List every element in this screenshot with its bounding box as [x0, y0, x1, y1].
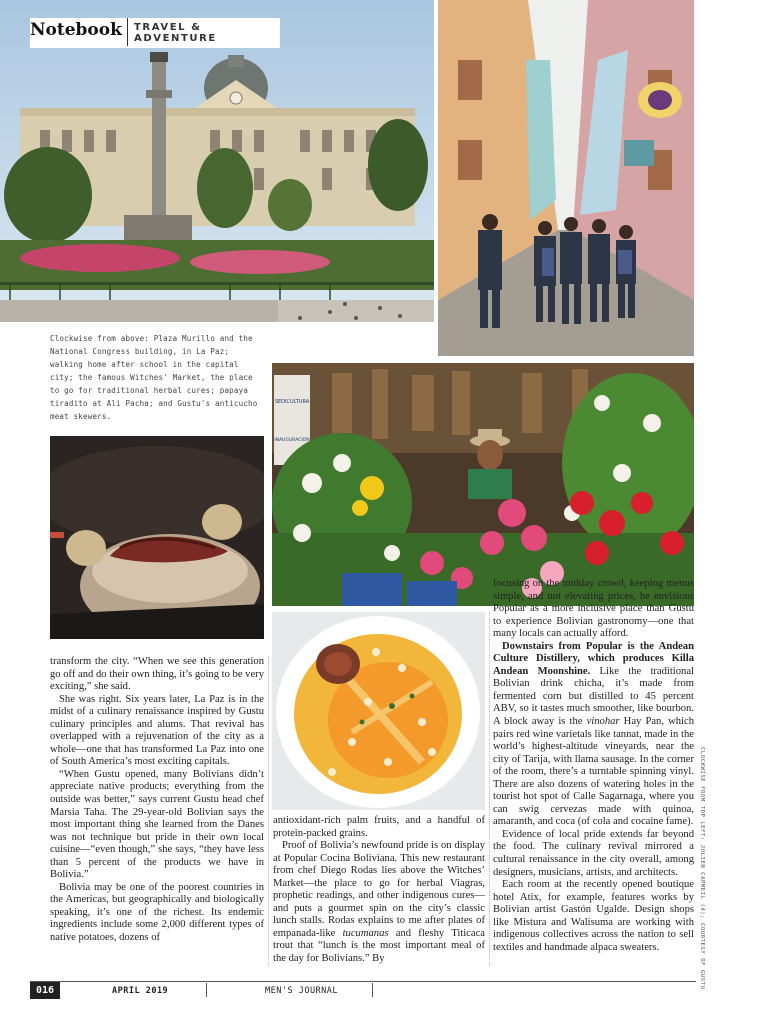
- section-title: Notebook: [30, 20, 122, 40]
- footer-divider: [372, 983, 373, 997]
- walking-home-street-photo: [438, 0, 694, 356]
- paragraph: Bolivia may be one of the poorest countries in the Americas, but geographically and biologically speaking, it’s one of the richest. Its endemic ingredients include some 2,000 different types of native potatoes, dozens of: [50, 881, 264, 944]
- anticucho-skewers-photo: [50, 436, 264, 639]
- papaya-tiradito-photo: [272, 612, 485, 810]
- column-rule: [268, 656, 269, 966]
- footer-divider: [206, 983, 207, 997]
- paragraph: “When Gustu opened, many Bolivians didn’t appreciate native products; everything from the outside was better,” says current Gustu head chef Marsia Taha. The 29-year-old Bolivian says the most important thing she learned from the Danes was not technique but pride in their own local cuisine—“even though,” she says, “they have less than 5 percent of the products we have in Bolivia.”: [50, 768, 264, 881]
- paragraph: Downstairs from Popular is the Andean Culture Distillery, which produces Killa Andean Moonshine. Like the traditional Bolivian drink chicha, it’s made from fermented corn but distilled to 45 percent ABV, so it tastes much smoother, like bourbon. A block away is the vinohar Hay Pan, which pairs red wine varietals like tannat, made in the world’s highest-altitude vineyards, near the city of Tarija, with llama sausage. In the corner of the room, there’s a turntable spinning vinyl. There are also dozens of watering holes in the tourist hot spot of Calle Sagarnaga, where you can swig cervezas made with quinoa, amaranth, and coca (of cola and cocaine fame).: [493, 640, 694, 828]
- article-column-2: [273, 815, 485, 966]
- paragraph: antioxidant-rich palm fruits, and a handful of protein-packed grains.: [273, 815, 485, 839]
- issue-date: APRIL 2019: [112, 986, 169, 996]
- market-sign-1: SEDICULTURA: [274, 399, 310, 405]
- header-divider: [127, 18, 128, 46]
- article-column-3: [493, 578, 694, 954]
- section-header: [30, 18, 280, 48]
- paragraph: focusing on the midday crowd, keeping menus simple, and not elevating prices, he envisions Popular as a more inclusive place than Gustu to experience Bolivian gastronomy—one that many locals can actually afford.: [493, 578, 694, 640]
- magazine-name: MEN'S JOURNAL: [265, 986, 339, 996]
- page-number: 016: [30, 982, 60, 999]
- article-column-1: [50, 656, 264, 945]
- footer-rule: [30, 981, 696, 982]
- paragraph: Each room at the recently opened boutique hotel Atix, for example, features works by Bolivian artist Gastón Ugalde. Design shops like Mistura and Walisuma are working with indigenous collectives across the nation to sell textiles and handmade alpaca sweaters.: [493, 879, 694, 953]
- witches-market-photo: [272, 363, 694, 606]
- paragraph: transform the city. “When we see this generation go off and do their own thing, it’s going to be very exciting,” she said.: [50, 656, 265, 693]
- paragraph: She was right. Six years later, La Paz is in the midst of a culinary renaissance inspired by Gustu culinary principles and alums. That revival has overlapped with a rejuvenation of the city as a whole—one that has transformed La Paz into one of South America’s most exciting capitals.: [50, 693, 264, 768]
- column-rule: [489, 612, 490, 966]
- photo-credit-text: CLOCKWISE FROM TOP LEFT: JULIEN CAPMEIL (4); COURTESY OF GUSTU: [699, 747, 705, 990]
- market-sign-2: INAUGURACION: [274, 438, 310, 443]
- photo-caption: Clockwise from above: Plaza Murillo and the National Congress building, in La Paz; walking home after school in the capital city; the famous Witches' Market, the place to go for traditional herbal cures; papaya tiradito at Ali Pacha; and Gustu's anticucho meat skewers.: [50, 334, 258, 421]
- plaza-murillo-photo: [0, 0, 434, 322]
- photo-credit: [694, 747, 710, 990]
- section-category: TRAVEL & ADVENTURE: [134, 22, 217, 44]
- paragraph: Evidence of local pride extends far beyond the food. The culinary revival mirrored a cultural renaissance in the city overall, among designers, musicians, artists, and architects.: [493, 828, 694, 878]
- paragraph: Proof of Bolivia’s newfound pride is on display at Popular Cocina Boliviana. This new restaurant from chef Diego Rodas lies above the Witches’ Market—the place to go for herbal Viagras, prophetic readings, and other indigenous cures—and puts a gourmet spin on the city’s classic lunch stalls. Rodas explains to me after plates of empanada-like tucumanas and fleshy Titicaca trout that “lunch is the most important meal of the day for Bolivians.” By: [273, 840, 485, 965]
